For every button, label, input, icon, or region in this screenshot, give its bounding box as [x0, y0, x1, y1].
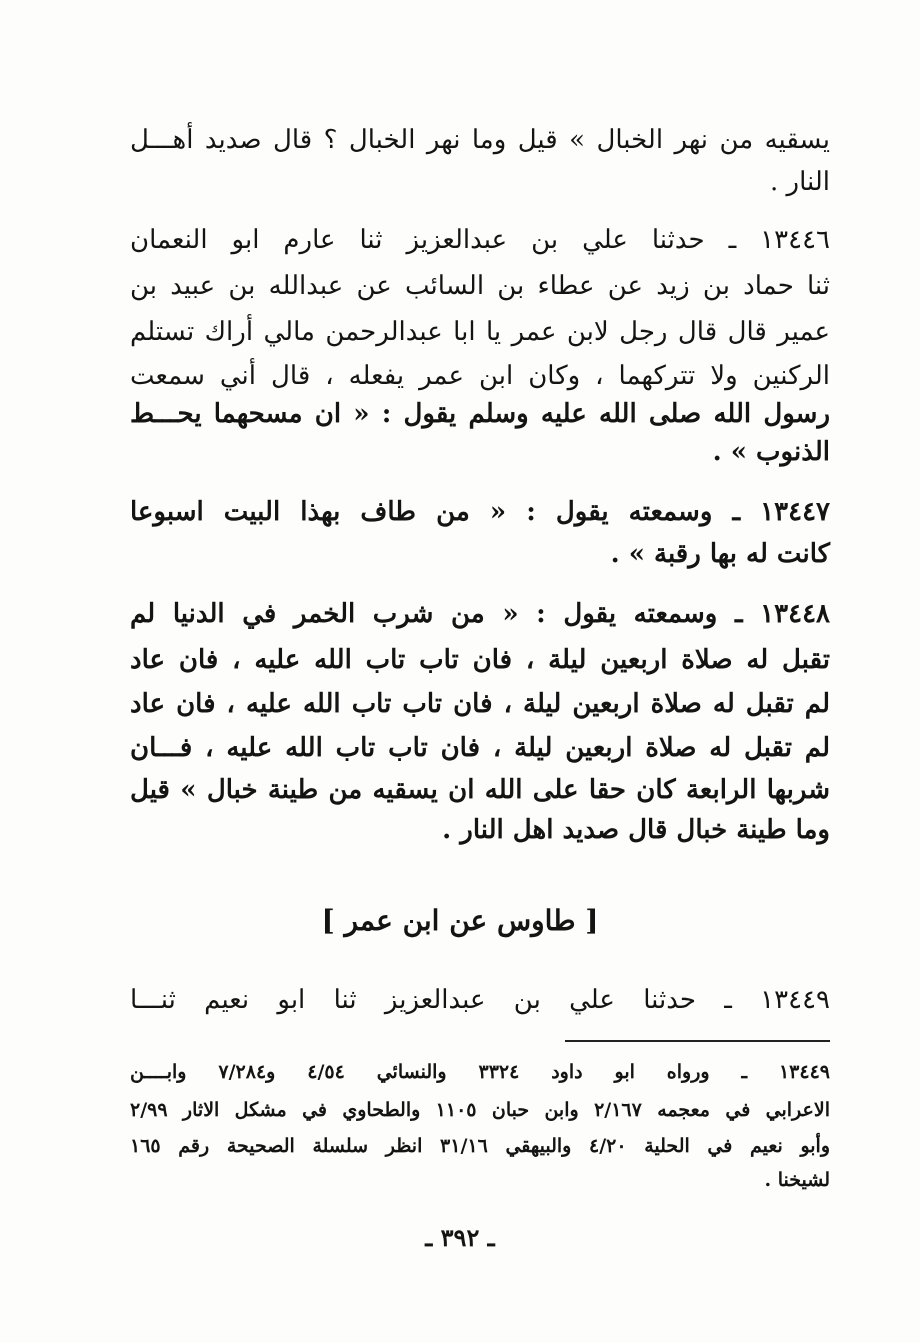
- footnote-separator: [565, 1040, 830, 1042]
- hadith-13446-line: عمير قال قال رجل لابن عمر يا ابا عبدالرحمن مالي أراك تستلم: [130, 317, 830, 347]
- page-number: ـ ٣٩٢ ـ: [425, 1223, 495, 1252]
- hadith-13448-line: وما طينة خبال قال صديد اهل النار .: [442, 815, 830, 845]
- text-line: يسقيه من نهر الخبال » قيل وما نهر الخبال ؟ قال صديد أهـــل: [130, 125, 830, 155]
- hadith-13446-line: ثنا حماد بن زيد عن عطاء بن السائب عن عبدالله بن عبيد بن: [130, 271, 830, 301]
- hadith-13447-line: كانت له بها رقبة » .: [610, 539, 830, 569]
- footnote-line: لشيخنا .: [764, 1169, 830, 1191]
- hadith-13446-line: الذنوب » .: [712, 437, 830, 467]
- hadith-13448-line: شربها الرابعة كان حقا على الله ان يسقيه من طينة خبال » قيل: [130, 775, 830, 805]
- hadith-13446-line: ١٣٤٤٦ ـ حدثنا علي بن عبدالعزيز ثنا عارم ابو النعمان: [130, 225, 830, 255]
- footnote-line: وأبو نعيم في الحلية ٤/٢٠ والبيهقي ٣١/١٦ انظر سلسلة الصحيحة رقم ١٦٥: [130, 1135, 831, 1157]
- hadith-13448-line: تقبل له صلاة اربعين ليلة ، فان تاب تاب الله عليه ، فان عاد: [130, 645, 830, 675]
- hadith-13448-line: لم تقبل له صلاة اربعين ليلة ، فان تاب تاب الله عليه ، فان عاد: [130, 689, 830, 719]
- hadith-13448-line: ١٣٤٤٨ ـ وسمعته يقول : « من شرب الخمر في الدنيا لم: [130, 599, 830, 629]
- hadith-13447-line: ١٣٤٤٧ ـ وسمعته يقول : « من طاف بهذا البيت اسبوعا: [130, 497, 830, 527]
- text-line: النار .: [770, 167, 830, 197]
- footnote-line: الاعرابي في معجمه ٢/١٦٧ وابن حبان ١١٠٥ والطحاوي في مشكل الاثار ٢/٩٩: [130, 1099, 830, 1121]
- footnote-line: ١٣٤٤٩ ـ ورواه ابو داود ٣٣٢٤ والنسائي ٤/٥٤ و٧/٢٨٤ وابــــن: [130, 1061, 830, 1083]
- section-heading: [ طاوس عن ابن عمر ]: [321, 904, 599, 937]
- hadith-13446-line: الركنين ولا تتركهما ، وكان ابن عمر يفعله ، قال أني سمعت: [130, 361, 830, 391]
- hadith-13446-line: رسول الله صلى الله عليه وسلم يقول : « ان مسحهما يحـــط: [130, 399, 830, 429]
- hadith-13449-line: ١٣٤٤٩ ـ حدثنا علي بن عبدالعزيز ثنا ابو نعيم ثنـــا: [130, 985, 830, 1015]
- hadith-13448-line: لم تقبل له صلاة اربعين ليلة ، فان تاب تاب الله عليه ، فـــان: [130, 733, 830, 763]
